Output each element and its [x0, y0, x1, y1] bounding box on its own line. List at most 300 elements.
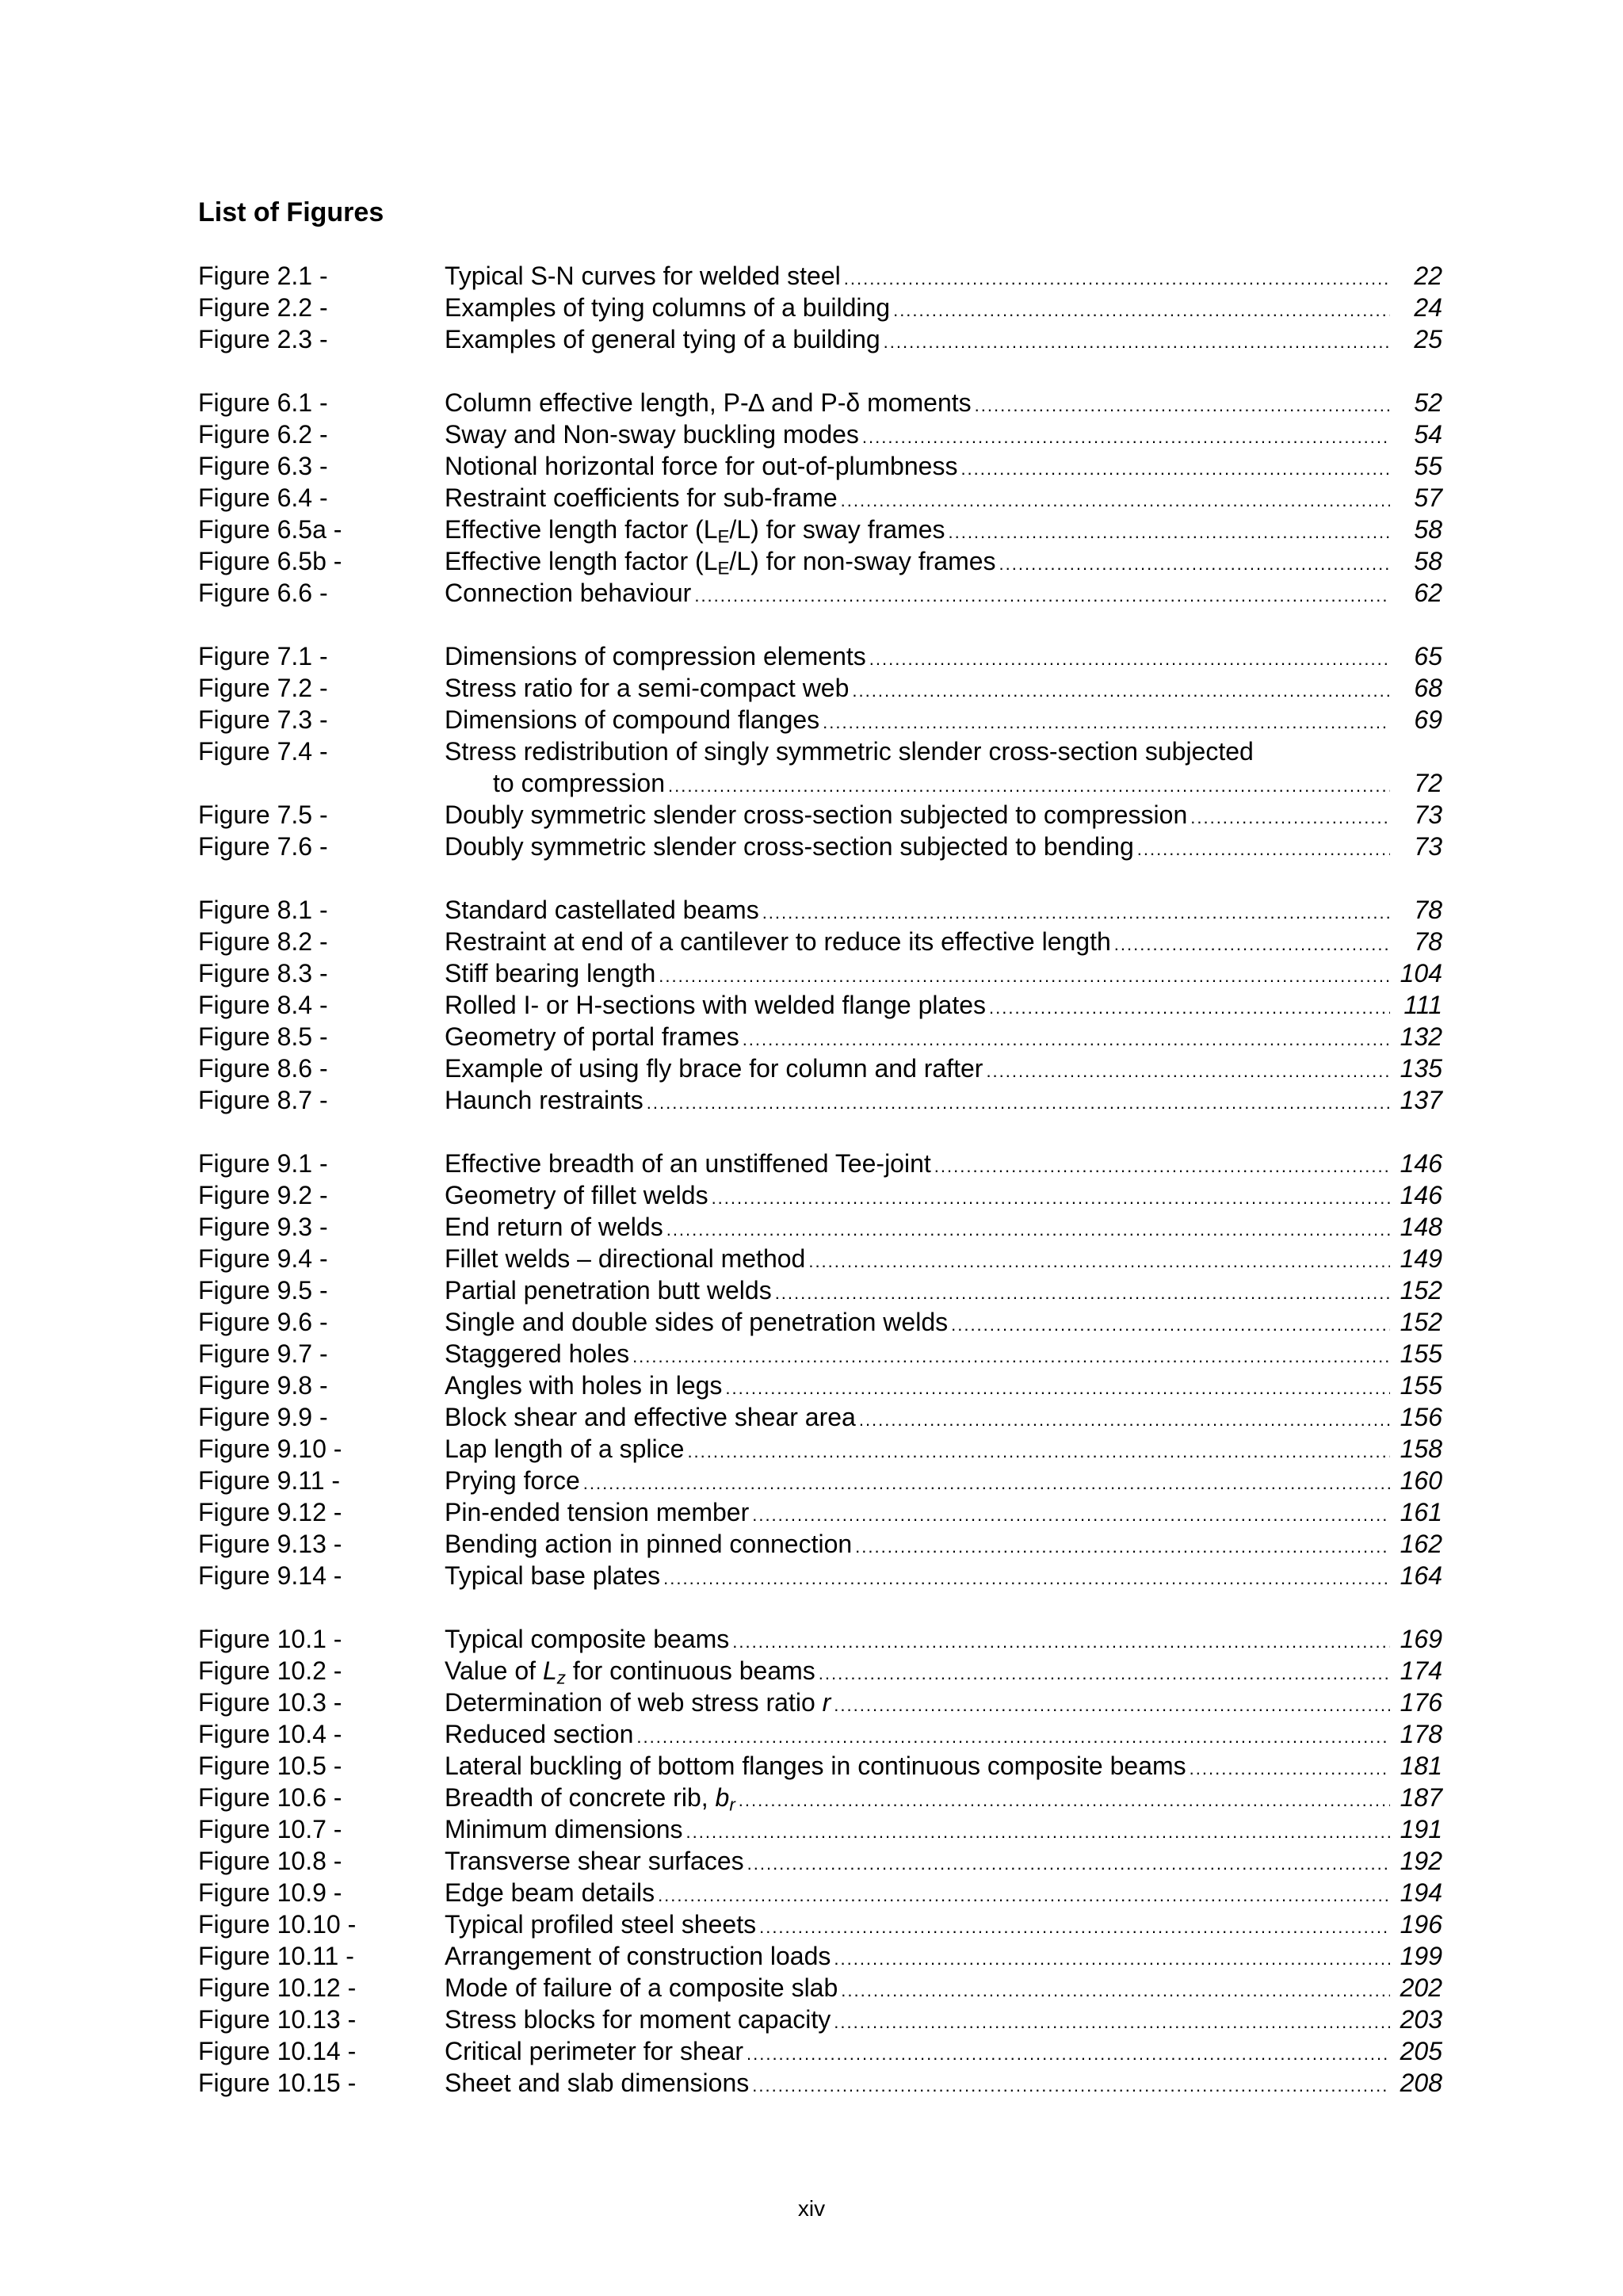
figure-page-number: 208: [1400, 2069, 1442, 2097]
figure-title-symbol: r: [822, 1688, 831, 1717]
figure-entry[interactable]: [198, 1211, 1442, 1243]
dot-leader: [960, 453, 1390, 485]
figure-title-line: [445, 831, 1442, 862]
figure-title-line: [445, 323, 1442, 355]
figure-entry[interactable]: [198, 2004, 1442, 2035]
figure-number: Figure 10.13 -: [198, 2005, 357, 2034]
figure-entry[interactable]: [198, 989, 1442, 1021]
figure-title-text: Geometry of portal frames: [445, 1022, 739, 1051]
dot-leader: [855, 1531, 1390, 1563]
figure-title-line: [445, 1972, 1442, 2004]
figure-title-line: [445, 1274, 1442, 1306]
figure-title-text: Critical perimeter for shear: [445, 2037, 743, 2065]
figure-number: Figure 6.5b -: [198, 547, 342, 575]
figure-entry[interactable]: [198, 323, 1442, 355]
figure-page-number: 202: [1400, 1973, 1442, 2002]
figure-number: Figure 7.2 -: [198, 674, 328, 702]
dot-leader: [951, 1309, 1390, 1341]
figure-title-line: [445, 482, 1442, 514]
figure-entry[interactable]: [198, 1370, 1442, 1401]
figure-title-text: Stress redistribution of singly symmetric slender cross-section subjected: [445, 737, 1254, 766]
figure-page-number: 57: [1414, 483, 1442, 512]
figure-entry[interactable]: [198, 1877, 1442, 1908]
figure-number: Figure 10.12 -: [198, 1973, 357, 2002]
figure-title-text: Dimensions of compound flanges: [445, 705, 820, 734]
figure-entry[interactable]: [198, 957, 1442, 989]
figure-title-line: [445, 1560, 1442, 1591]
figure-title-text: Typical composite beams: [445, 1625, 730, 1653]
figure-group: [198, 894, 1442, 1116]
figure-number: Figure 8.2 -: [198, 927, 328, 956]
page-number: xiv: [797, 2196, 826, 2221]
figure-entry[interactable]: [198, 640, 1442, 672]
dot-leader: [884, 327, 1390, 358]
figure-number: Figure 10.4 -: [198, 1720, 342, 1748]
dot-leader: [999, 548, 1390, 580]
dot-leader: [834, 2007, 1390, 2038]
figure-number: Figure 10.1 -: [198, 1625, 342, 1653]
figure-title-text: Connection behaviour: [445, 579, 692, 607]
dot-leader: [841, 485, 1390, 517]
figure-entry[interactable]: [198, 1274, 1442, 1306]
figure-page-number: 152: [1400, 1308, 1442, 1336]
figure-title-line: [445, 1845, 1442, 1877]
figure-title-symbol-group: [542, 1656, 566, 1688]
figure-title: [445, 2035, 743, 2067]
figure-number: Figure 2.1 -: [198, 262, 328, 290]
figure-number: Figure 9.5 -: [198, 1276, 328, 1305]
dot-leader: [844, 263, 1390, 295]
figure-title-text: Breadth of concrete rib,: [445, 1783, 716, 1812]
figure-entry[interactable]: [198, 1528, 1442, 1560]
figure-group: [198, 387, 1442, 609]
figure-entry[interactable]: [198, 1338, 1442, 1370]
dot-leader: [739, 1785, 1390, 1817]
figure-number: Figure 10.2 -: [198, 1656, 342, 1685]
figure-number: Figure 7.4 -: [198, 737, 328, 766]
figure-title-line: [445, 2035, 1442, 2067]
figure-page-number: 78: [1414, 927, 1442, 956]
figure-entry[interactable]: [198, 926, 1442, 957]
figure-group: [198, 640, 1442, 862]
figure-title-text: Stress blocks for moment capacity: [445, 2005, 831, 2034]
figure-page-number: 205: [1400, 2037, 1442, 2065]
figure-title: [445, 1560, 660, 1591]
figure-number: Figure 8.1 -: [198, 896, 328, 924]
figure-number: Figure 9.14 -: [198, 1561, 342, 1590]
figure-title-text: Examples of tying columns of a building: [445, 293, 891, 322]
figure-number: Figure 9.4 -: [198, 1244, 328, 1273]
figure-title-text: Typical profiled steel sheets: [445, 1910, 757, 1939]
figure-page-number: 55: [1414, 452, 1442, 480]
figure-page-number: 137: [1400, 1086, 1442, 1114]
figure-entry[interactable]: [198, 2067, 1442, 2099]
figure-title-text: Dimensions of compression elements: [445, 642, 866, 670]
figure-entry[interactable]: [198, 704, 1442, 735]
figure-number: Figure 6.2 -: [198, 420, 328, 449]
figure-entry[interactable]: [198, 1021, 1442, 1052]
figure-entry[interactable]: [198, 1179, 1442, 1211]
figure-title: [445, 1084, 643, 1116]
figure-page-number: 25: [1414, 325, 1442, 353]
figure-number: Figure 7.3 -: [198, 705, 328, 734]
dot-leader: [668, 770, 1390, 802]
figure-group: [198, 1148, 1442, 1591]
figure-title-line: [445, 735, 1442, 767]
dot-leader: [989, 992, 1390, 1024]
figure-title-text: Example of using fly brace for column and rafter: [445, 1054, 983, 1083]
figure-entry[interactable]: [198, 1052, 1442, 1084]
figure-title-line: [445, 2004, 1442, 2035]
dot-leader: [663, 1563, 1390, 1595]
figure-title-text: Effective length factor (L: [445, 515, 718, 544]
figure-page-number: 191: [1400, 1815, 1442, 1843]
figure-number: Figure 7.1 -: [198, 642, 328, 670]
figure-title: [445, 1433, 684, 1465]
figure-group: [198, 1623, 1442, 2099]
figure-title-text: Typical S-N curves for welded steel: [445, 262, 841, 290]
dot-leader: [747, 2038, 1390, 2070]
figure-title: [445, 831, 1134, 862]
figure-title: [445, 1338, 629, 1370]
figure-entry[interactable]: [198, 1813, 1442, 1845]
figure-title-text: Haunch restraints: [445, 1086, 643, 1114]
figure-entry[interactable]: [198, 1655, 1442, 1687]
figure-title: [445, 1496, 749, 1528]
figure-title-line: [445, 1940, 1442, 1972]
dot-leader: [823, 707, 1390, 739]
figure-title-symbol: L: [542, 1656, 557, 1685]
figure-entry[interactable]: [198, 1465, 1442, 1496]
figure-title-text: Doubly symmetric slender cross-section subjected to bending: [445, 832, 1134, 861]
figure-title-text: Geometry of fillet welds: [445, 1181, 708, 1209]
figure-title: [445, 2004, 831, 2035]
dot-leader: [948, 517, 1390, 548]
figure-number: Figure 9.12 -: [198, 1498, 342, 1526]
figure-title-line: [445, 1877, 1442, 1908]
dot-leader: [808, 1246, 1390, 1278]
figure-number: Figure 6.4 -: [198, 483, 328, 512]
figure-number: Figure 6.3 -: [198, 452, 328, 480]
figure-title-line: [445, 1370, 1442, 1401]
figure-number: Figure 9.1 -: [198, 1149, 328, 1178]
figure-entry[interactable]: [198, 418, 1442, 450]
dot-leader: [687, 1436, 1390, 1468]
figure-title-line: [445, 1084, 1442, 1116]
figure-title-line: [445, 894, 1442, 926]
figure-entry[interactable]: [198, 482, 1442, 514]
figure-title: [445, 1750, 1186, 1782]
figure-title-subscript: E: [717, 526, 730, 547]
figure-page-number: 148: [1400, 1213, 1442, 1241]
figure-title: [445, 1972, 838, 2004]
dot-leader: [659, 961, 1390, 992]
figure-number: Figure 2.3 -: [198, 325, 328, 353]
figure-number: Figure 8.5 -: [198, 1022, 328, 1051]
dot-leader: [752, 2070, 1390, 2102]
figure-title-text: Sheet and slab dimensions: [445, 2069, 750, 2097]
figure-number: Figure 8.3 -: [198, 959, 328, 988]
figure-title-text: Block shear and effective shear area: [445, 1403, 856, 1431]
figure-title-text: End return of welds: [445, 1213, 663, 1241]
figure-title-text: Notional horizontal force for out-of-plumbness: [445, 452, 958, 480]
figure-title: [445, 1813, 683, 1845]
figure-title-symbol: b: [715, 1783, 730, 1812]
dot-leader: [666, 1214, 1390, 1246]
figure-entry[interactable]: [198, 672, 1442, 704]
figure-entry[interactable]: [198, 1750, 1442, 1782]
figure-entry[interactable]: [198, 735, 1442, 767]
figure-title-line: [445, 1338, 1442, 1370]
figure-page-number: 192: [1400, 1847, 1442, 1875]
figure-title-line: [445, 799, 1442, 831]
dot-leader: [759, 1912, 1390, 1943]
figure-title-line: [445, 2067, 1442, 2099]
dot-leader: [834, 1943, 1390, 1975]
figure-title-text: Sway and Non-sway buckling modes: [445, 420, 859, 449]
figure-entry[interactable]: [198, 1306, 1442, 1338]
figure-title: [445, 989, 986, 1021]
figure-entry[interactable]: [198, 450, 1442, 482]
figure-title-text: Single and double sides of penetration welds: [445, 1308, 949, 1336]
figure-title-line: [445, 545, 1442, 577]
figure-entry[interactable]: [198, 292, 1442, 323]
figure-title-line: [445, 1243, 1442, 1274]
figure-page-number: 178: [1400, 1720, 1442, 1748]
figure-page-number: 194: [1400, 1878, 1442, 1907]
dot-leader: [1137, 834, 1390, 865]
figure-title-text: Restraint at end of a cantilever to reduce its effective length: [445, 927, 1111, 956]
figure-entry-continuation[interactable]: [198, 767, 1442, 799]
figure-entry[interactable]: [198, 1560, 1442, 1591]
figure-title-line: [445, 1052, 1442, 1084]
dot-leader: [934, 1151, 1390, 1182]
figure-title: [445, 1021, 739, 1052]
figure-number: Figure 9.3 -: [198, 1213, 328, 1241]
figure-title-text: Transverse shear surfaces: [445, 1847, 744, 1875]
figure-title-text: Lateral buckling of bottom flanges in continuous composite beams: [445, 1752, 1186, 1780]
figure-title-text: Typical base plates: [445, 1561, 661, 1590]
figure-title-text: Determination of web stress ratio: [445, 1688, 823, 1717]
figure-title-line: [445, 672, 1442, 704]
figure-title-text: Lap length of a splice: [445, 1435, 685, 1463]
figure-page-number: 135: [1400, 1054, 1442, 1083]
figure-page-number: 196: [1400, 1910, 1442, 1939]
figure-title-line: [445, 514, 1442, 545]
dot-leader: [694, 580, 1390, 612]
figure-entry[interactable]: [198, 1243, 1442, 1274]
figure-title: [445, 1687, 831, 1718]
figure-title: [445, 704, 819, 735]
figure-number: Figure 10.7 -: [198, 1815, 342, 1843]
figure-page-number: 158: [1400, 1435, 1442, 1463]
figure-entry[interactable]: [198, 799, 1442, 831]
figure-number: Figure 9.13 -: [198, 1530, 342, 1558]
figure-page-number: 169: [1400, 1625, 1442, 1653]
figure-title-text-after: /L) for non-sway frames: [729, 547, 996, 575]
figure-entry[interactable]: [198, 1084, 1442, 1116]
figure-entry[interactable]: [198, 1908, 1442, 1940]
figure-page-number: 146: [1400, 1181, 1442, 1209]
figure-number: Figure 9.8 -: [198, 1371, 328, 1400]
figure-entry[interactable]: [198, 1782, 1442, 1813]
figure-entry[interactable]: [198, 1718, 1442, 1750]
figure-number: Figure 10.6 -: [198, 1783, 342, 1812]
figure-entry[interactable]: [198, 387, 1442, 418]
figure-title: [445, 1306, 948, 1338]
figure-number: Figure 10.15 -: [198, 2069, 357, 2097]
figure-title-line: [493, 767, 1442, 799]
figure-title-text: Examples of general tying of a building: [445, 325, 880, 353]
figure-page-number: 156: [1400, 1403, 1442, 1431]
dot-leader: [819, 1658, 1390, 1690]
figure-title: [445, 418, 859, 450]
dot-leader: [841, 1975, 1390, 2007]
figure-title: [445, 482, 838, 514]
figure-entry[interactable]: [198, 260, 1442, 292]
figure-title: [445, 450, 957, 482]
figure-title-text: Rolled I- or H-sections with welded flange plates: [445, 991, 986, 1019]
figure-page-number: 161: [1400, 1498, 1442, 1526]
figure-title: [445, 1148, 931, 1179]
figure-title-text: Edge beam details: [445, 1878, 655, 1907]
dot-leader: [732, 1626, 1390, 1658]
figure-number: Figure 9.6 -: [198, 1308, 328, 1336]
figure-title-text-after: /L) for sway frames: [729, 515, 945, 544]
figure-page-number: 54: [1414, 420, 1442, 449]
figure-title-line: [445, 1496, 1442, 1528]
figure-title-line: [445, 1211, 1442, 1243]
page-title: List of Figures: [198, 197, 384, 227]
figure-entry[interactable]: [198, 1940, 1442, 1972]
figure-title-line: [445, 1718, 1442, 1750]
dot-leader: [725, 1373, 1390, 1404]
figure-page-number: 104: [1400, 959, 1442, 988]
figure-entry[interactable]: [198, 1972, 1442, 2004]
figure-title: [445, 1052, 983, 1084]
figure-title-line: [445, 418, 1442, 450]
figure-entry[interactable]: [198, 1496, 1442, 1528]
figure-title-line: [445, 1401, 1442, 1433]
dot-leader: [852, 675, 1390, 707]
figure-entry[interactable]: [198, 1433, 1442, 1465]
figure-page-number: 65: [1414, 642, 1442, 670]
figure-page-number: 52: [1414, 388, 1442, 417]
figure-entry[interactable]: [198, 1148, 1442, 1179]
figure-page-number: 24: [1414, 293, 1442, 322]
figure-entry[interactable]: [198, 545, 1442, 577]
figure-title-line: [445, 1465, 1442, 1496]
figure-title-line: [445, 1306, 1442, 1338]
figure-page-number: 162: [1400, 1530, 1442, 1558]
figure-entry[interactable]: [198, 514, 1442, 545]
figure-page-number: 149: [1400, 1244, 1442, 1273]
figure-page-number: 174: [1400, 1656, 1442, 1685]
figure-title-subscript: E: [717, 558, 730, 579]
figure-title-text: Doubly symmetric slender cross-section subjected to compression: [445, 800, 1188, 829]
figure-number: Figure 2.2 -: [198, 293, 328, 322]
figure-title-line: [445, 926, 1442, 957]
dot-leader: [583, 1468, 1390, 1499]
figure-entry[interactable]: [198, 2035, 1442, 2067]
dot-leader: [1190, 1753, 1390, 1785]
figure-title: [445, 1908, 756, 1940]
figure-title-text: Arrangement of construction loads: [445, 1942, 831, 1970]
figure-title-text: Effective length factor (L: [445, 547, 718, 575]
figure-number: Figure 10.11 -: [198, 1942, 354, 1970]
figure-number: Figure 10.9 -: [198, 1878, 342, 1907]
figure-title: [445, 577, 691, 609]
figure-list: [198, 260, 1442, 2130]
dot-leader: [986, 1056, 1390, 1087]
figure-number: Figure 9.2 -: [198, 1181, 328, 1209]
dot-leader: [862, 422, 1390, 453]
figure-page-number: 203: [1400, 2005, 1442, 2034]
figure-title-line: [445, 1782, 1442, 1813]
figure-title-line: [445, 260, 1442, 292]
figure-title: [445, 1623, 729, 1655]
figure-page-number: 73: [1414, 800, 1442, 829]
dot-leader: [893, 295, 1390, 327]
figure-title: [445, 1179, 708, 1211]
dot-leader: [632, 1341, 1390, 1373]
figure-entry[interactable]: [198, 1401, 1442, 1433]
dot-leader: [1114, 929, 1390, 961]
figure-page-number: 146: [1400, 1149, 1442, 1178]
figure-number: Figure 10.5 -: [198, 1752, 342, 1780]
figure-entry[interactable]: [198, 894, 1442, 926]
figure-title: [445, 1401, 856, 1433]
figure-title-text: Value of: [445, 1656, 543, 1685]
figure-entry[interactable]: [198, 1845, 1442, 1877]
figure-title: [445, 735, 1254, 767]
figure-page-number: 181: [1400, 1752, 1442, 1780]
figure-entry[interactable]: [198, 1687, 1442, 1718]
figure-number: Figure 9.9 -: [198, 1403, 328, 1431]
figure-entry[interactable]: [198, 577, 1442, 609]
figure-title: [445, 1211, 663, 1243]
figure-title: [445, 1877, 655, 1908]
figure-number: Figure 6.5a -: [198, 515, 342, 544]
figure-title: [445, 799, 1187, 831]
dot-leader: [869, 644, 1390, 675]
figure-title-symbol-group: [715, 1783, 735, 1815]
figure-page-number: 78: [1414, 896, 1442, 924]
figure-title-line: [445, 387, 1442, 418]
figure-title-text: Prying force: [445, 1466, 580, 1495]
figure-page-number: 58: [1414, 515, 1442, 544]
figure-title-text: Effective breadth of an unstiffened Tee-joint: [445, 1149, 931, 1178]
figure-title: [445, 292, 890, 323]
figure-entry[interactable]: [198, 1623, 1442, 1655]
figure-number: Figure 10.8 -: [198, 1847, 342, 1875]
dot-leader: [752, 1499, 1390, 1531]
figure-page-number: 69: [1414, 705, 1442, 734]
figure-title: [445, 1243, 805, 1274]
figure-page-number: 72: [1414, 769, 1442, 797]
figure-page-number: 58: [1414, 547, 1442, 575]
figure-title: [445, 323, 880, 355]
figure-title-text: Mode of failure of a composite slab: [445, 1973, 838, 2002]
figure-page-number: 22: [1414, 262, 1442, 290]
figure-title-text: Stiff bearing length: [445, 959, 656, 988]
figure-title-line: [445, 640, 1442, 672]
figure-title-line: [445, 577, 1442, 609]
figure-page-number: 155: [1400, 1339, 1442, 1368]
figure-title-line: [445, 1179, 1442, 1211]
figure-entry[interactable]: [198, 831, 1442, 862]
figure-title-line: [445, 1655, 1442, 1687]
